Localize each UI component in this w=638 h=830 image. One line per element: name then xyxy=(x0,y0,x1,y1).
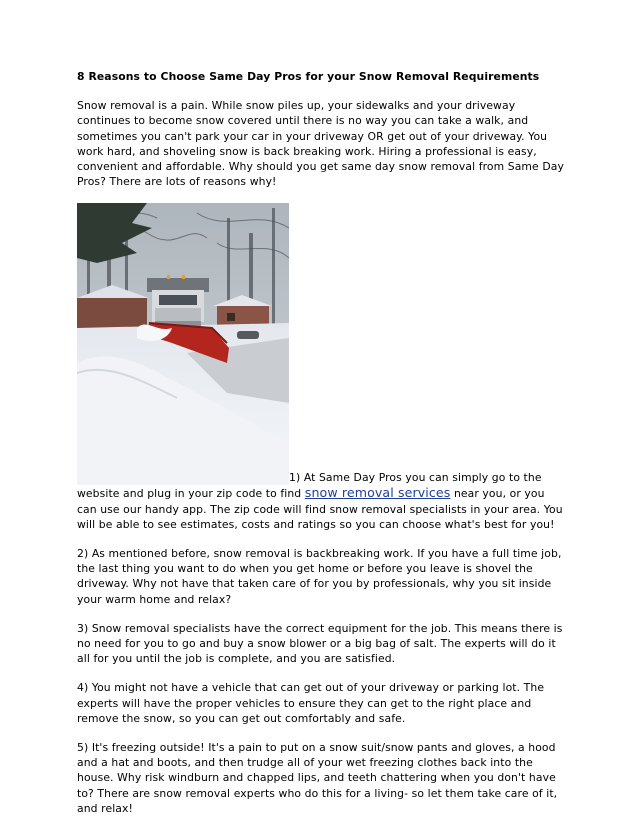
reason-5-paragraph: 5) It's freezing outside! It's a pain to put on a snow suit/snow pants and gloves, a hood and a hat and boots, and then trudge all of your wet freezing clothes back into the house. Why risk windburn and chapped lips, and teeth chattering when you don't have to? There are snow removal experts who do this for a living- so let them take care of it, and relax! xyxy=(77,741,558,815)
reason-1-text: 1) At Same Day Pros you can simply go to the website and plug in your zip code to find xyxy=(77,471,542,501)
reason-4-paragraph: 4) You might not have a vehicle that can get out of your driveway or parking lot. The experts will have the proper vehicles to ensure they can get to the right place and remove the snow, so you can get out comfortably and safe. xyxy=(77,681,545,725)
reason-2-paragraph: 2) As mentioned before, snow removal is backbreaking work. If you have a full time job, the last thing you want to do when you get home or before you leave is shovel the driveway. Why not have that taken care of for you by professionals, why you sit inside your warm home and relax? xyxy=(77,547,562,606)
reason-1-paragraph xyxy=(77,203,567,532)
document-page xyxy=(77,69,567,830)
reason-3-paragraph: 3) Snow removal specialists have the correct equipment for the job. This means there is no need for you to go and buy a snow blower or a big bag of salt. The experts will do it all for you until the job is complete, and you are satisfied. xyxy=(77,621,563,666)
document-title: 8 Reasons to Choose Same Day Pros for your Snow Removal Requirements xyxy=(77,70,540,83)
intro-paragraph: Snow removal is a pain. While snow piles up, your sidewalks and your driveway continues to become snow covered until there is no way you can take a walk, and sometimes you can't park your car in your driveway OR get out of your driveway. You work hard, and shoveling snow is back breaking work. Hiring a professional is easy, convenient and affordable. Why should you get same day snow removal from Same Day Pros? There are lots of reasons why! xyxy=(77,99,564,189)
snow-removal-services-link[interactable]: snow removal services xyxy=(304,485,451,501)
reason-1-text-continued: near you, or you can use our handy app. The zip code will find snow removal specialists in your area. You will be able to see estimates, costs and ratings so you can choose what's best for you! xyxy=(77,487,563,531)
snow-plow-photo xyxy=(77,203,289,485)
